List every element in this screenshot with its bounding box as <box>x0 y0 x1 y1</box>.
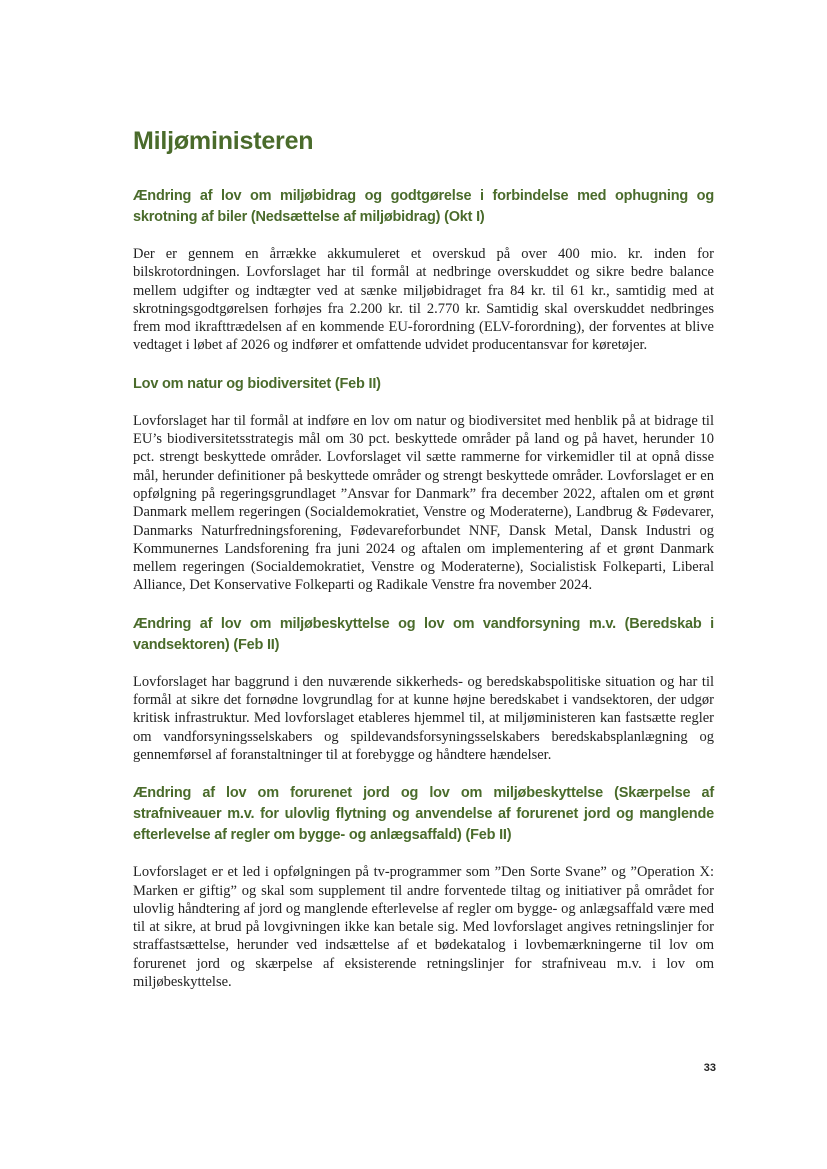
section-heading: Ændring af lov om miljøbidrag og godtgørelse i forbindelse med ophugning og skrotning af biler (Nedsættelse af miljøbidrag) (Okt I) <box>133 188 714 225</box>
section-heading: Ændring af lov om miljøbeskyttelse og lov om vandforsyning m.v. (Beredskab i vandsektoren) (Feb II) <box>133 615 714 653</box>
section-2 <box>133 374 714 595</box>
page-title: Miljøministeren <box>133 127 314 155</box>
section-3 <box>133 614 714 764</box>
page-number: 33 <box>703 1062 716 1074</box>
section-body: Lovforslaget er et led i opfølgningen på tv-programmer som ”Den Sorte Svane” og ”Operation X: Marken er giftig” og skal som supplement til andre forventede tiltag og initiativer på området for ulovlig håndtering af jord og manglende efterlevelse af regler om bygge- og anlægsaffald være med til at sikre, at brud på lovgivningen ikke kan betale sig. Med lovforslaget angives retningslinjer for straffastsættelse, herunder ved indsættelse af et bødekatalog i lovbemærkningerne til lov om forurenet jord og skærpelse af eksisterende retningslinjer for strafniveau m.v. i lov om miljøbeskyttelse. <box>133 864 714 991</box>
section-body: Lovforslaget har baggrund i den nuværende sikkerheds- og beredskabspolitiske situation og har til formål at sikre det fornødne lovgrundlag for at kunne højne beredskabet i vandsektoren, der udgør kritisk infrastruktur. Med lovforslaget etableres hjemmel til, at miljøministeren kan fastsætte regler om vandforsyningsselskabers og spildevandsforsyningsselskabers beredskabsplanlægning og gennemførsel af foranstaltninger til at forebygge og håndtere hændelser. <box>133 673 714 763</box>
section-body: Der er gennem en årrække akkumuleret et overskud på over 400 mio. kr. inden for bilskrotordningen. Lovforslaget har til formål at nedbringe overskuddet og sikre bedre balance mellem udgifter og indtægter ved at sænke miljøbidraget fra 84 kr. til 61 kr., samtidig med at skrotningsgodtgørelsen forhøjes fra 2.200 kr. til 2.770 kr. Samtidig skal overskuddet nedbringes frem mod ikrafttrædelsen af en kommende EU-forordning (ELV-forordning), der forventes at blive vedtaget i løbet af 2026 og indfører et omfattende udvidet producentansvar for køretøjer. <box>133 246 714 354</box>
document-page <box>133 126 714 1010</box>
section-heading: Lov om natur og biodiversitet (Feb II) <box>133 375 381 392</box>
section-heading: Ændring af lov om forurenet jord og lov om miljøbeskyttelse (Skærpelse af strafniveauer m.v. for ulovlig flytning og anvendelse af forurenet jord og manglende efterlevelse af regler om bygge- og anlægsaffald) (Feb II) <box>133 785 714 844</box>
section-body: Lovforslaget har til formål at indføre en lov om natur og biodiversitet med henblik på at bidrage til EU’s biodiversitetsstrategis mål om 30 pct. beskyttede områder på land og på havet, herunder 10 pct. strengt beskyttede områder. Lovforslaget vil sætte rammerne for virkemidler til at opnå disse mål, herunder definitioner på beskyttede områder og strengt beskyttede områder. Lovforslaget er en opfølgning på regeringsgrundlaget ”Ansvar for Danmark” fra december 2022, aftalen om et grønt Danmark mellem regeringen (Socialdemokratiet, Venstre og Moderaterne), Landbrug & Fødevarer, Danmarks Naturfredningsforening, Fødevareforbundet NNF, Dansk Metal, Dansk Industri og Kommunernes Landsforening fra juni 2024 og aftalen om implementering af et grønt Danmark mellem regeringen (Socialdemokratiet, Venstre og Moderaterne), Socialistisk Folkeparti, Liberal Alliance, Det Konservative Folkeparti og Radikale Venstre fra november 2024. <box>133 412 714 594</box>
section-1 <box>133 186 714 355</box>
section-4 <box>133 783 714 991</box>
